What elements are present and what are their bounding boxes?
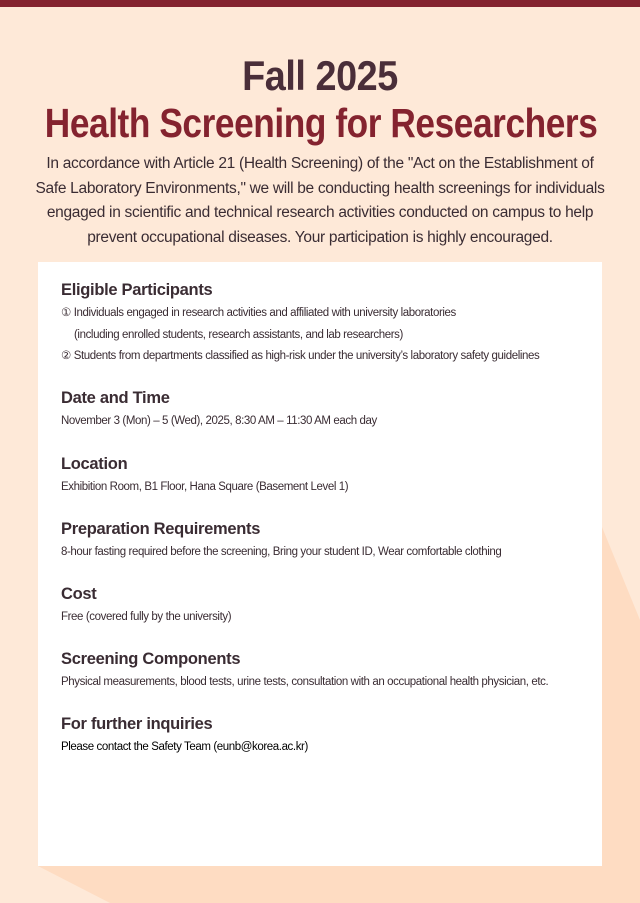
section-heading: Screening Components <box>61 650 241 668</box>
intro-text: In accordance with Article 21 (Health Screening) of the "Act on the Establishment of Safe Laboratory Environments," we will be conducting health screenings for individuals engaged in scientific and technical research activities conducted on campus to help prevent occupational diseases. Your participation is highly encouraged. <box>35 155 605 247</box>
title-main: Health Screening for Researchers <box>44 100 598 146</box>
eligible-item-2: ② Students from departments classified as high-risk under the university’s laboratory safety guidelines <box>61 350 540 362</box>
section-components <box>61 650 591 694</box>
section-heading: Preparation Requirements <box>61 520 261 538</box>
eligible-item-1: ① Individuals engaged in research activities and affiliated with university laboratories <box>61 307 456 319</box>
title-year: Fall 2025 <box>242 52 398 99</box>
section-heading: Cost <box>61 585 97 603</box>
section-body: Please contact the Safety Team (eunb@korea.ac.kr) <box>61 741 308 753</box>
section-heading: Eligible Participants <box>61 281 213 299</box>
info-card <box>38 262 602 866</box>
section-preparation <box>61 520 591 564</box>
section-cost <box>61 585 591 629</box>
section-heading: For further inquiries <box>61 715 213 733</box>
section-body: Free (covered fully by the university) <box>61 611 232 623</box>
section-heading: Date and Time <box>61 389 170 407</box>
section-body: November 3 (Mon) – 5 (Wed), 2025, 8:30 AM – 11:30 AM each day <box>61 415 377 427</box>
section-location <box>61 455 591 499</box>
section-heading: Location <box>61 455 128 473</box>
section-body: Physical measurements, blood tests, urine tests, consultation with an occupational health physician, etc. <box>61 676 549 688</box>
section-body: Exhibition Room, B1 Floor, Hana Square (Basement Level 1) <box>61 481 349 493</box>
section-eligible <box>61 281 591 368</box>
top-accent-bar <box>0 0 640 7</box>
section-inquiries <box>61 715 591 759</box>
eligible-item-1-cont: (including enrolled students, research assistants, and lab researchers) <box>74 328 403 341</box>
section-body: 8-hour fasting required before the screening, Bring your student ID, Wear comfortable clothing <box>61 546 502 558</box>
section-date <box>61 389 591 433</box>
